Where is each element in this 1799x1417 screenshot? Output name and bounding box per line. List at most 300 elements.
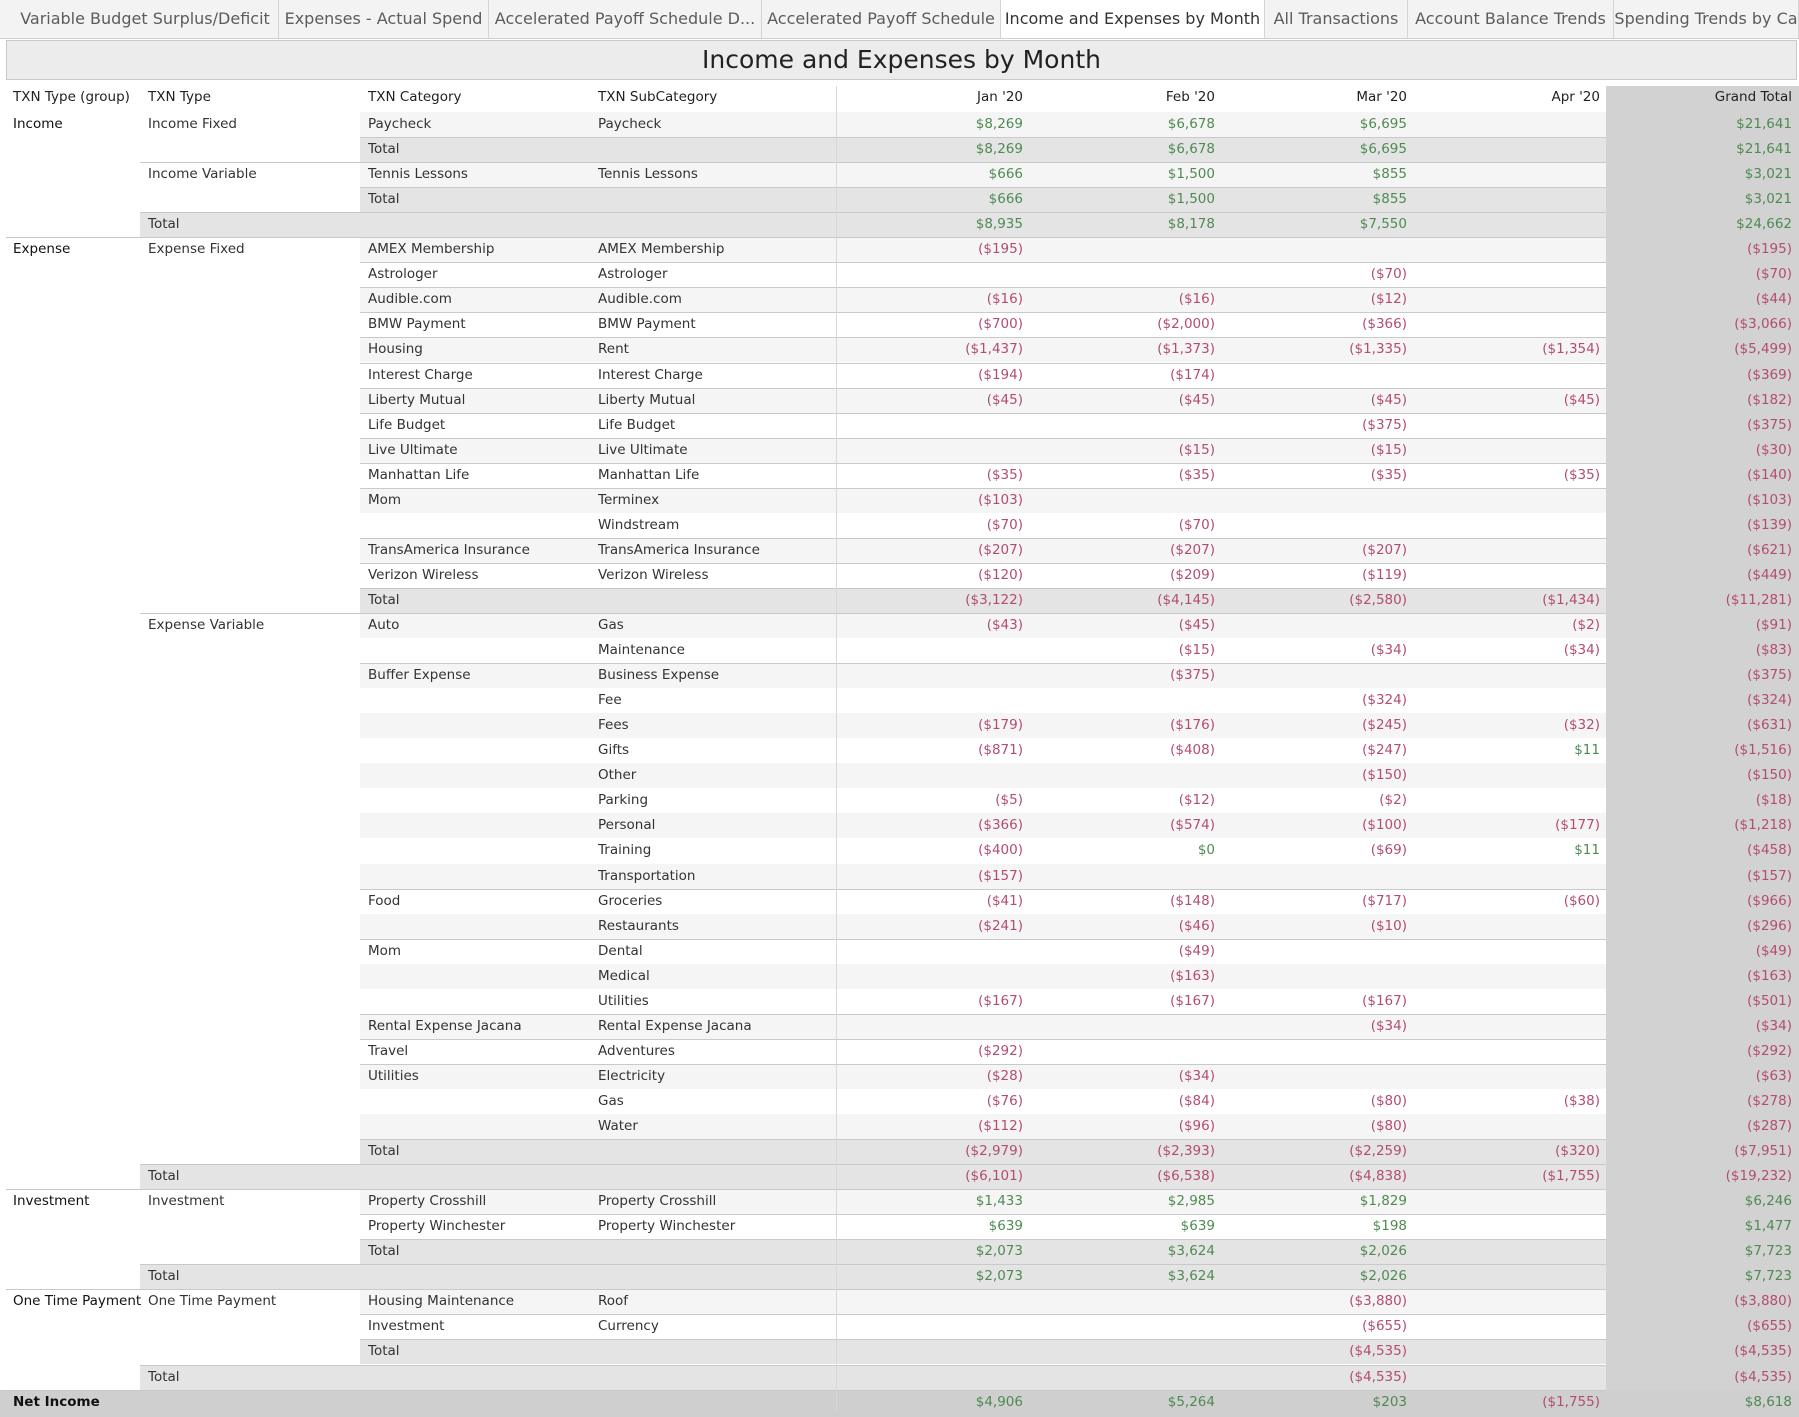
- grand-total-cell: $6,246: [1744, 1193, 1792, 1210]
- txn-subcategory-cell: Utilities: [598, 992, 649, 1009]
- grand-total-cell: ($83): [1755, 642, 1792, 659]
- txn-category-cell: Live Ultimate: [368, 441, 458, 458]
- row-divider: [360, 588, 1606, 589]
- txn-category-cell: Mom: [368, 942, 402, 959]
- month-value-cell: ($32): [1563, 717, 1600, 734]
- month-value-cell: ($16): [1178, 291, 1215, 308]
- month-value-cell: $639: [988, 1218, 1023, 1235]
- tab-expenses-actual-spend[interactable]: Expenses - Actual Spend: [279, 0, 489, 38]
- month-value-cell: ($15): [1178, 441, 1215, 458]
- txn-category-cell: Buffer Expense: [368, 667, 471, 684]
- grand-total-cell: ($195): [1747, 241, 1792, 258]
- month-value-cell: $11: [1574, 842, 1600, 859]
- row-divider: [360, 337, 1606, 338]
- txn-subcategory-cell: Gas: [598, 617, 624, 633]
- month-value-cell: $3,624: [1167, 1268, 1215, 1285]
- txn-type-cell: Total: [148, 216, 180, 233]
- txn-category-cell: Interest Charge: [368, 366, 473, 383]
- txn-type-cell: Total: [148, 1268, 180, 1285]
- month-value-cell: ($177): [1555, 817, 1600, 834]
- month-value-cell: $639: [1180, 1218, 1215, 1235]
- tab-spending-trends-by-ca[interactable]: Spending Trends by Ca: [1614, 0, 1799, 38]
- txn-subcategory-cell: Groceries: [598, 892, 663, 909]
- txn-category-cell: Total: [368, 191, 400, 208]
- grand-total-cell: ($163): [1747, 967, 1792, 984]
- grand-total-cell: ($621): [1747, 541, 1792, 558]
- month-value-cell: ($400): [978, 842, 1023, 859]
- month-value-cell: ($247): [1362, 742, 1407, 759]
- grand-total-cell: ($631): [1747, 717, 1792, 734]
- month-value-cell: ($69): [1370, 842, 1407, 859]
- month-value-cell: ($366): [1362, 316, 1407, 333]
- txn-subcategory-cell: Electricity: [598, 1067, 666, 1084]
- month-value-cell: ($1,437): [965, 341, 1023, 358]
- txn-type-group-cell: One Time Payment: [13, 1293, 142, 1310]
- txn-subcategory-cell: Liberty Mutual: [598, 391, 696, 408]
- txn-subcategory-cell: Maintenance: [598, 642, 685, 659]
- txn-category-cell: Verizon Wireless: [368, 566, 479, 583]
- grand-total-cell: ($91): [1755, 617, 1792, 633]
- grand-total-cell: $3,021: [1744, 166, 1792, 183]
- header-month[interactable]: Mar '20: [1356, 89, 1407, 105]
- row-divider: [140, 613, 1606, 614]
- txn-category-cell: Manhattan Life: [368, 466, 470, 483]
- row-divider: [360, 1339, 1606, 1340]
- month-value-cell: ($16): [986, 291, 1023, 308]
- month-value-cell: ($3,880): [1349, 1293, 1407, 1310]
- txn-subcategory-cell: Interest Charge: [598, 366, 703, 383]
- month-value-cell: ($717): [1362, 892, 1407, 909]
- month-value-cell: $1,433: [975, 1193, 1023, 1210]
- header-month[interactable]: Apr '20: [1551, 89, 1600, 105]
- grand-total-cell: ($287): [1747, 1118, 1792, 1134]
- txn-type-group-cell: Income: [13, 116, 63, 132]
- month-value-cell: $666: [988, 191, 1023, 208]
- txn-category-cell: Travel: [368, 1042, 409, 1059]
- month-value-cell: ($60): [1563, 892, 1600, 909]
- txn-type-cell: Total: [148, 1368, 180, 1385]
- month-value-cell: ($70): [1178, 516, 1215, 533]
- txn-subcategory-cell: Gas: [598, 1092, 624, 1109]
- month-value-cell: $855: [1372, 191, 1407, 208]
- month-value-cell: ($207): [978, 541, 1023, 558]
- month-value-cell: ($34): [1563, 642, 1600, 659]
- grand-total-cell: ($324): [1747, 692, 1792, 709]
- month-value-cell: ($6,538): [1157, 1168, 1215, 1185]
- grand-total-cell: ($70): [1755, 266, 1792, 283]
- row-divider: [360, 1064, 1606, 1065]
- month-value-cell: ($46): [1178, 917, 1215, 934]
- month-value-cell: ($34): [1370, 642, 1407, 659]
- grand-total-cell: ($296): [1747, 917, 1792, 934]
- txn-category-cell: Mom: [368, 491, 402, 508]
- grand-total-cell: ($103): [1747, 491, 1792, 508]
- row-divider: [360, 939, 1606, 940]
- month-value-cell: ($119): [1362, 566, 1407, 583]
- grand-total-cell: ($140): [1747, 466, 1792, 483]
- month-value-cell: ($34): [1370, 1017, 1407, 1034]
- month-value-cell: $1,500: [1167, 191, 1215, 208]
- txn-category-cell: Investment: [368, 1318, 445, 1335]
- month-value-cell: ($241): [978, 917, 1023, 934]
- tab-bar: [0, 0, 1799, 39]
- grand-total-cell: ($157): [1747, 867, 1792, 884]
- row-divider: [360, 187, 1606, 188]
- month-value-cell: ($4,145): [1157, 591, 1215, 608]
- month-value-cell: ($2,393): [1157, 1143, 1215, 1160]
- month-value-cell: ($2): [1572, 617, 1600, 633]
- txn-category-cell: Astrologer: [368, 266, 438, 283]
- row-band: [360, 438, 1606, 463]
- month-value-cell: ($41): [986, 892, 1023, 909]
- month-value-cell: ($15): [1178, 642, 1215, 659]
- month-value-cell: ($45): [1370, 391, 1407, 408]
- month-value-cell: ($28): [986, 1067, 1023, 1084]
- grand-total-cell: ($139): [1747, 516, 1792, 533]
- month-value-cell: ($408): [1170, 742, 1215, 759]
- txn-category-cell: Food: [368, 892, 401, 909]
- txn-type-cell: Income Variable: [148, 166, 257, 183]
- month-value-cell: $8,269: [975, 116, 1023, 132]
- row-band: [360, 663, 1606, 688]
- month-value-cell: $7,550: [1359, 216, 1407, 233]
- month-value-cell: ($4,838): [1349, 1168, 1407, 1185]
- row-divider: [360, 1039, 1606, 1040]
- month-value-cell: $2,985: [1167, 1193, 1215, 1210]
- header-month[interactable]: Feb '20: [1165, 89, 1215, 105]
- month-value-cell: ($194): [978, 366, 1023, 383]
- month-value-cell: $6,678: [1167, 141, 1215, 158]
- txn-category-cell: Utilities: [368, 1067, 419, 1084]
- month-value-cell: ($245): [1362, 717, 1407, 734]
- txn-type-cell: Expense Fixed: [148, 241, 245, 258]
- row-band: [360, 1339, 1606, 1364]
- header-txn-type-group[interactable]: TXN Type (group): [13, 89, 130, 105]
- row-divider: [360, 663, 1606, 664]
- txn-category-cell: Audible.com: [368, 291, 452, 308]
- grand-total-cell: ($655): [1747, 1318, 1792, 1335]
- month-value-cell: ($2,000): [1157, 316, 1215, 333]
- grand-total-cell: ($44): [1755, 291, 1792, 308]
- month-value-cell: ($167): [1362, 992, 1407, 1009]
- txn-subcategory-cell: Training: [598, 842, 652, 859]
- grand-total-cell: $3,021: [1744, 191, 1792, 208]
- month-value-cell: $11: [1574, 742, 1600, 759]
- row-divider: [360, 538, 1606, 539]
- month-value-cell: $203: [1372, 1393, 1407, 1410]
- txn-subcategory-cell: Astrologer: [598, 266, 668, 283]
- header-txn-type[interactable]: TXN Type: [148, 89, 211, 105]
- month-value-cell: ($157): [978, 867, 1023, 884]
- txn-category-cell: Housing Maintenance: [368, 1293, 515, 1310]
- month-value-cell: ($292): [978, 1042, 1023, 1059]
- txn-type-cell: Total: [148, 1168, 180, 1185]
- grand-total-cell: $24,662: [1736, 216, 1792, 233]
- month-value-cell: $4,906: [975, 1393, 1023, 1410]
- txn-category-cell: Total: [368, 1343, 400, 1360]
- month-value-cell: $2,026: [1359, 1243, 1407, 1260]
- txn-subcategory-cell: Parking: [598, 792, 649, 809]
- txn-type-group-cell: Investment: [13, 1193, 90, 1210]
- txn-subcategory-cell: Property Crosshill: [598, 1193, 717, 1210]
- month-value-cell: ($12): [1178, 792, 1215, 809]
- tab-variable-budget-surplus-deficit[interactable]: Variable Budget Surplus/Deficit: [12, 0, 279, 38]
- month-value-cell: ($45): [1178, 391, 1215, 408]
- grand-total-cell: ($278): [1747, 1092, 1792, 1109]
- month-value-cell: ($655): [1362, 1318, 1407, 1335]
- month-value-cell: ($148): [1170, 892, 1215, 909]
- grand-total-cell: $7,723: [1744, 1268, 1792, 1285]
- month-value-cell: ($45): [1563, 391, 1600, 408]
- month-value-cell: ($96): [1178, 1118, 1215, 1134]
- txn-subcategory-cell: Fees: [598, 717, 629, 734]
- txn-category-cell: Life Budget: [368, 416, 446, 433]
- row-divider: [360, 488, 1606, 489]
- txn-subcategory-cell: BMW Payment: [598, 316, 696, 333]
- month-value-cell: ($320): [1555, 1143, 1600, 1160]
- row-divider: [140, 1164, 1606, 1165]
- month-value-cell: $666: [988, 166, 1023, 183]
- month-value-cell: ($120): [978, 566, 1023, 583]
- grand-total-cell: ($7,951): [1734, 1143, 1792, 1160]
- grand-total-cell: ($34): [1755, 1017, 1792, 1034]
- month-value-cell: $1,500: [1167, 166, 1215, 183]
- month-value-cell: $2,073: [975, 1243, 1023, 1260]
- month-value-cell: $6,678: [1167, 116, 1215, 132]
- txn-subcategory-cell: Water: [598, 1118, 638, 1134]
- txn-category-cell: Liberty Mutual: [368, 391, 466, 408]
- month-value-cell: ($4,535): [1349, 1343, 1407, 1360]
- row-divider: [6, 1289, 1606, 1290]
- header-txn-category[interactable]: TXN Category: [368, 89, 462, 105]
- month-value-cell: ($195): [978, 241, 1023, 258]
- grand-total-cell: ($11,281): [1725, 591, 1792, 608]
- month-value-cell: ($2,979): [965, 1143, 1023, 1160]
- month-value-cell: ($84): [1178, 1092, 1215, 1109]
- month-value-cell: ($45): [1178, 617, 1215, 633]
- month-value-cell: ($209): [1170, 566, 1215, 583]
- grand-total-cell: ($4,535): [1734, 1343, 1792, 1360]
- txn-subcategory-cell: Property Winchester: [598, 1218, 736, 1235]
- month-value-cell: ($35): [986, 466, 1023, 483]
- row-band: [360, 964, 1606, 989]
- txn-subcategory-cell: Business Expense: [598, 667, 720, 684]
- month-value-cell: ($35): [1563, 466, 1600, 483]
- txn-subcategory-cell: Fee: [598, 692, 622, 709]
- month-value-cell: ($150): [1362, 767, 1407, 784]
- header-grand-total[interactable]: Grand Total: [1714, 89, 1792, 105]
- txn-category-cell: Total: [368, 1143, 400, 1160]
- txn-category-cell: Paycheck: [368, 116, 432, 132]
- txn-type-cell: Investment: [148, 1193, 225, 1210]
- txn-subcategory-cell: AMEX Membership: [598, 241, 725, 258]
- tab-account-balance-trends[interactable]: Account Balance Trends: [1408, 0, 1614, 38]
- txn-subcategory-cell: Live Ultimate: [598, 441, 688, 458]
- month-value-cell: ($80): [1370, 1118, 1407, 1134]
- txn-category-cell: TransAmerica Insurance: [368, 541, 530, 558]
- month-value-cell: ($12): [1370, 291, 1407, 308]
- grand-total-cell: ($49): [1755, 942, 1792, 959]
- month-value-cell: ($179): [978, 717, 1023, 734]
- month-value-cell: ($366): [978, 817, 1023, 834]
- row-divider: [360, 1139, 1606, 1140]
- row-band: [360, 763, 1606, 788]
- txn-subcategory-cell: Adventures: [598, 1042, 675, 1059]
- month-value-cell: ($2,259): [1349, 1143, 1407, 1160]
- month-value-cell: $0: [1197, 842, 1215, 859]
- header-txn-subcategory[interactable]: TXN SubCategory: [598, 89, 718, 105]
- grand-total-cell: ($182): [1747, 391, 1792, 408]
- row-divider: [360, 1314, 1606, 1315]
- grand-total-cell: ($375): [1747, 667, 1792, 684]
- tab-income-and-expenses-by-month[interactable]: Income and Expenses by Month: [1001, 0, 1265, 39]
- grand-total-cell: ($19,232): [1725, 1168, 1792, 1185]
- page-title: Income and Expenses by Month: [6, 40, 1797, 80]
- month-value-cell: ($700): [978, 316, 1023, 333]
- txn-subcategory-cell: Transportation: [598, 867, 696, 884]
- grand-total-cell: ($501): [1747, 992, 1792, 1009]
- txn-category-cell: Tennis Lessons: [368, 166, 468, 183]
- grand-total-cell: ($1,218): [1734, 817, 1792, 834]
- row-divider: [360, 413, 1606, 414]
- month-value-cell: ($176): [1170, 717, 1215, 734]
- row-divider: [360, 1214, 1606, 1215]
- month-value-cell: ($324): [1362, 692, 1407, 709]
- row-divider: [360, 363, 1606, 364]
- month-value-cell: ($375): [1170, 667, 1215, 684]
- month-value-cell: ($2): [1379, 792, 1407, 809]
- txn-category-cell: Housing: [368, 341, 423, 358]
- month-value-cell: $2,026: [1359, 1268, 1407, 1285]
- grand-total-cell: ($150): [1747, 767, 1792, 784]
- grand-total-cell: ($63): [1755, 1067, 1792, 1084]
- month-value-cell: ($80): [1370, 1092, 1407, 1109]
- grand-total-cell: ($18): [1755, 792, 1792, 809]
- txn-subcategory-cell: Restaurants: [598, 917, 679, 934]
- txn-subcategory-cell: Life Budget: [598, 416, 676, 433]
- grand-total-cell: ($3,066): [1734, 316, 1792, 333]
- txn-subcategory-cell: Roof: [598, 1293, 629, 1310]
- txn-subcategory-cell: Paycheck: [598, 116, 662, 132]
- grand-total-cell: ($966): [1747, 892, 1792, 909]
- row-divider: [140, 1264, 1606, 1265]
- month-value-cell: $8,178: [1167, 216, 1215, 233]
- txn-subcategory-cell: Currency: [598, 1318, 659, 1335]
- month-value-cell: ($1,434): [1542, 591, 1600, 608]
- header-month[interactable]: Jan '20: [977, 89, 1023, 105]
- row-divider: [6, 237, 1606, 238]
- row-band: [360, 1289, 1606, 1314]
- month-value-cell: ($43): [986, 617, 1023, 633]
- month-value-cell: ($163): [1170, 967, 1215, 984]
- txn-subcategory-cell: Dental: [598, 942, 643, 959]
- month-value-cell: ($375): [1362, 416, 1407, 433]
- txn-subcategory-cell: Audible.com: [598, 291, 682, 308]
- month-value-cell: ($1,373): [1157, 341, 1215, 358]
- month-value-cell: ($871): [978, 742, 1023, 759]
- month-value-cell: ($1,354): [1542, 341, 1600, 358]
- txn-subcategory-cell: Gifts: [598, 742, 630, 759]
- month-value-cell: $6,695: [1359, 141, 1407, 158]
- grand-total-cell: ($449): [1747, 566, 1792, 583]
- month-value-cell: ($5): [995, 792, 1023, 809]
- txn-category-cell: AMEX Membership: [368, 241, 495, 258]
- row-divider: [360, 1014, 1606, 1015]
- grand-total-cell: $21,641: [1736, 116, 1792, 132]
- tab-all-transactions[interactable]: All Transactions: [1265, 0, 1408, 38]
- month-value-cell: ($38): [1563, 1092, 1600, 1109]
- row-divider: [140, 212, 1606, 213]
- txn-category-cell: Rental Expense Jacana: [368, 1017, 522, 1034]
- column-divider: [836, 86, 837, 1411]
- month-value-cell: ($76): [986, 1092, 1023, 1109]
- month-value-cell: $8,935: [975, 216, 1023, 233]
- txn-category-cell: Total: [368, 1243, 400, 1260]
- row-divider: [360, 312, 1606, 313]
- month-value-cell: ($167): [1170, 992, 1215, 1009]
- txn-subcategory-cell: Other: [598, 767, 637, 784]
- grand-total-cell: $7,723: [1744, 1243, 1792, 1260]
- row-divider: [6, 1189, 1606, 1190]
- month-value-cell: ($1,755): [1542, 1393, 1600, 1410]
- month-value-cell: $198: [1372, 1218, 1407, 1235]
- month-value-cell: ($3,122): [965, 591, 1023, 608]
- month-value-cell: $6,695: [1359, 116, 1407, 132]
- grand-total-cell: $1,477: [1744, 1218, 1792, 1235]
- grand-total-cell: ($375): [1747, 416, 1792, 433]
- month-value-cell: ($6,101): [965, 1168, 1023, 1185]
- txn-category-cell: Property Crosshill: [368, 1193, 487, 1210]
- row-divider: [140, 1365, 1606, 1366]
- tab-accelerated-payoff-schedule[interactable]: Accelerated Payoff Schedule: [762, 0, 1001, 38]
- month-value-cell: ($112): [978, 1118, 1023, 1134]
- month-value-cell: $3,624: [1167, 1243, 1215, 1260]
- month-value-cell: ($70): [1370, 266, 1407, 283]
- txn-type-group-cell: Expense: [13, 241, 71, 258]
- month-value-cell: ($574): [1170, 817, 1215, 834]
- txn-type-group-cell: Net Income: [13, 1393, 100, 1410]
- month-value-cell: ($4,535): [1349, 1368, 1407, 1385]
- txn-subcategory-cell: TransAmerica Insurance: [598, 541, 760, 558]
- grand-total-cell: ($1,516): [1734, 742, 1792, 759]
- month-value-cell: $1,829: [1359, 1193, 1407, 1210]
- tab-accelerated-payoff-schedule-d[interactable]: Accelerated Payoff Schedule D...: [489, 0, 762, 38]
- month-value-cell: ($207): [1362, 541, 1407, 558]
- txn-type-cell: Expense Variable: [148, 617, 265, 633]
- txn-subcategory-cell: Manhattan Life: [598, 466, 700, 483]
- row-divider: [360, 287, 1606, 288]
- txn-type-cell: Income Fixed: [148, 116, 237, 132]
- row-divider: [140, 162, 1606, 163]
- txn-category-cell: Total: [368, 591, 400, 608]
- txn-subcategory-cell: Rental Expense Jacana: [598, 1017, 752, 1034]
- month-value-cell: ($35): [1370, 466, 1407, 483]
- month-value-cell: ($45): [986, 391, 1023, 408]
- row-divider: [360, 388, 1606, 389]
- txn-subcategory-cell: Tennis Lessons: [598, 166, 698, 183]
- txn-subcategory-cell: Verizon Wireless: [598, 566, 709, 583]
- row-divider: [360, 1239, 1606, 1240]
- grand-total-cell: ($3,880): [1734, 1293, 1792, 1310]
- month-value-cell: ($10): [1370, 917, 1407, 934]
- txn-subcategory-cell: Personal: [598, 817, 656, 834]
- txn-subcategory-cell: Rent: [598, 341, 629, 358]
- txn-subcategory-cell: Terminex: [598, 491, 660, 508]
- row-divider: [360, 137, 1606, 138]
- grand-total-cell: $8,618: [1744, 1393, 1792, 1410]
- month-value-cell: ($174): [1170, 366, 1215, 383]
- txn-category-cell: Total: [368, 141, 400, 158]
